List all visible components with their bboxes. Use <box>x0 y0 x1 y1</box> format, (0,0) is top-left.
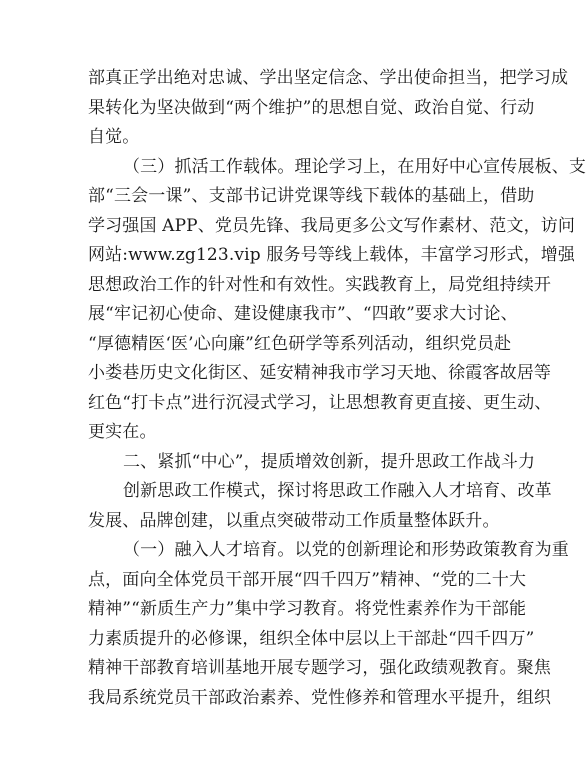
text-line: 精神”“新质生产力”集中学习教育。将党性素养作为干部能 <box>88 599 527 619</box>
text-line: 我局系统党员干部政治素养、党性修养和管理水平提升，组织 <box>88 687 552 708</box>
text-line: “厚德精医‘医’心向廉”红色研学等系列活动，组织党员赴 <box>88 333 512 354</box>
text-line: 网站:www.zg123.vip 服务号等线上载体，丰富学习形式，增强 <box>88 245 576 265</box>
text-line: 创新思政工作模式，探讨将思政工作融入人才培育、改革 <box>123 481 552 501</box>
text-line: 思想政治工作的针对性和有效性。实践教育上，局党组持续开 <box>88 274 552 295</box>
text-line: （三）抓活工作载体。理论学习上，在用好中心宣传展板、支 <box>123 156 586 177</box>
text-line: 自觉。 <box>88 127 140 147</box>
text-line: 果转化为坚决做到“两个维护”的思想自觉、政治自觉、行动 <box>88 97 535 118</box>
text-line: 部“三会一课”、支部书记讲党课等线下载体的基础上，借助 <box>88 186 535 206</box>
text-line: 更实在。 <box>88 422 157 442</box>
text-line: 点，面向全体党员干部开展“四千四万”精神、“党的二十大 <box>88 569 527 590</box>
document-body <box>88 64 586 713</box>
text-line: 展“牢记初心使命、建设健康我市”、“四敢”要求大讨论、 <box>88 304 518 324</box>
text-line: （一）融入人才培育。以党的创新理论和形势政策教育为重 <box>123 540 569 560</box>
text-line: 精神干部教育培训基地开展专题学习，强化政绩观教育。聚焦 <box>88 658 552 678</box>
text-line: 红色“打卡点”进行沉浸式学习，让思想教育更直接、更生动、 <box>88 392 552 413</box>
text-line: 二、紧抓“中心”，提质增效创新，提升思政工作战斗力 <box>123 451 536 472</box>
text-line: 发展、品牌创建，以重点突破带动工作质量整体跃升。 <box>88 510 500 531</box>
text-line: 小娄巷历史文化街区、延安精神我市学习天地、徐霞客故居等 <box>88 363 552 383</box>
text-line: 力素质提升的必修课，组织全体中层以上干部赴“四千四万” <box>88 628 535 649</box>
text-line: 学习强国 APP、党员先锋、我局更多公文写作素材、范文，访问 <box>88 215 576 236</box>
text-line: 部真正学出绝对忠诚、学出坚定信念、学出使命担当，把学习成 <box>88 68 569 88</box>
